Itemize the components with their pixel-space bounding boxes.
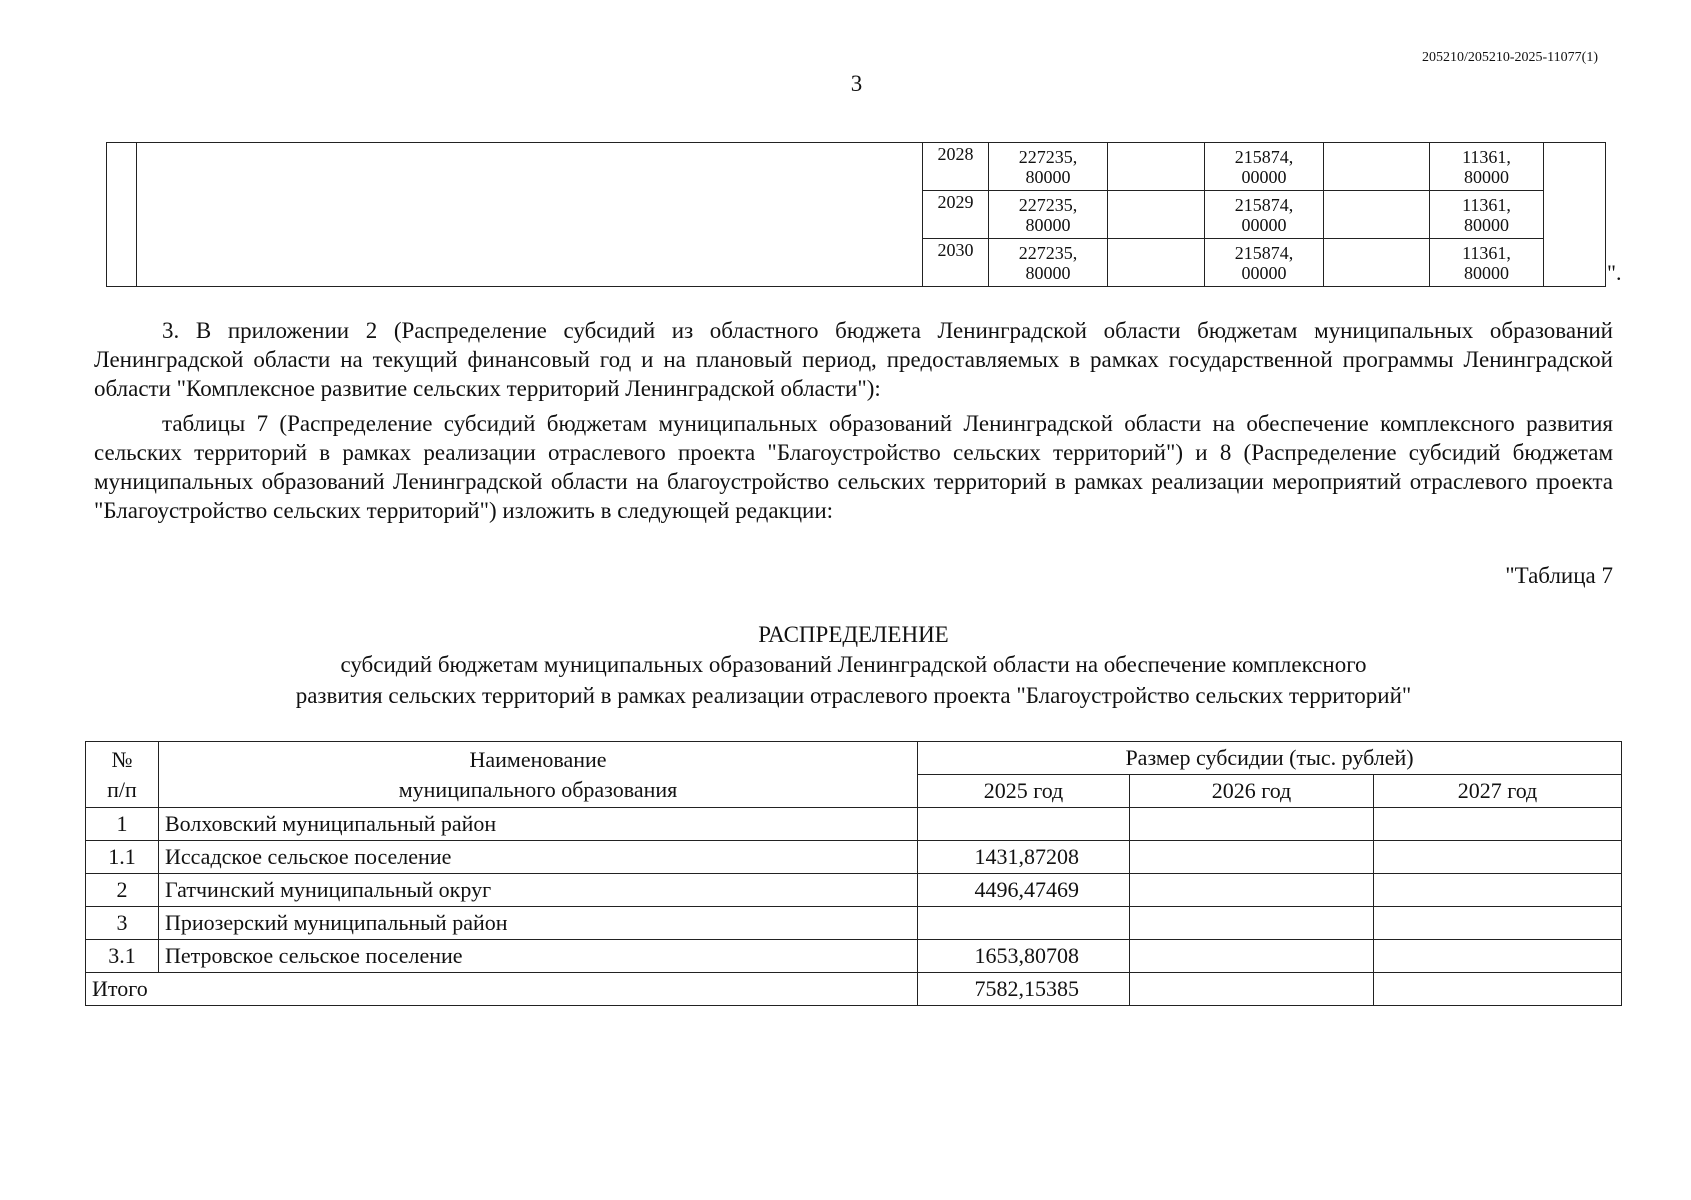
row-number: 2	[86, 874, 159, 907]
table-cell	[1544, 143, 1606, 287]
year-cell: 2030	[923, 239, 989, 287]
row-name: Иссадское сельское поселение	[159, 841, 918, 874]
table-row	[107, 143, 1606, 191]
value-cell	[989, 143, 1108, 191]
paragraph-tables	[94, 409, 1613, 525]
year-cell: 2028	[923, 143, 989, 191]
value-cell	[1205, 191, 1324, 239]
table-cell	[107, 143, 137, 287]
table-label: "Таблица 7	[1505, 563, 1613, 588]
table-subtitle-line1: субсидий бюджетам муниципальных образований Ленинградской области на обеспечение комплексного	[340, 652, 1367, 677]
value-part: 11361,	[1462, 194, 1511, 215]
table-cell	[1108, 143, 1205, 191]
value-2027	[1374, 940, 1622, 973]
row-number: 3	[86, 907, 159, 940]
table-cell	[1108, 191, 1205, 239]
page-number: 3	[850, 71, 863, 96]
value-2025	[918, 808, 1130, 841]
value-2027	[1374, 907, 1622, 940]
value-part: 80000	[1464, 166, 1509, 187]
header-num	[86, 742, 159, 808]
header-text: муниципального образования	[398, 776, 678, 802]
subsidy-table	[85, 741, 1622, 1006]
header-text: №	[111, 746, 133, 772]
table-row	[86, 940, 1622, 973]
value-part: 227235,	[1018, 194, 1078, 215]
value-2026	[1130, 874, 1374, 907]
table-row	[86, 907, 1622, 940]
header-2025: 2025 год	[918, 775, 1130, 808]
table-subtitle-line2: развития сельских территорий в рамках реализации отраслевого проекта "Благоустройство сельских территорий"	[295, 683, 1412, 708]
value-2026	[1130, 907, 1374, 940]
value-part: 215874,	[1234, 146, 1294, 167]
value-2025: 4496,47469	[918, 874, 1130, 907]
table-row	[86, 874, 1622, 907]
row-name: Волховский муниципальный район	[159, 808, 918, 841]
table-title: РАСПРЕДЕЛЕНИЕ	[758, 622, 949, 647]
value-part: 00000	[1241, 214, 1287, 235]
value-part: 11361,	[1462, 146, 1511, 167]
table-cell	[1108, 239, 1205, 287]
row-number: 1	[86, 808, 159, 841]
value-2025: 1653,80708	[918, 940, 1130, 973]
value-cell	[1205, 239, 1324, 287]
closing-quote: ".	[1607, 260, 1622, 285]
total-2027	[1374, 973, 1622, 1006]
value-2025: 1431,87208	[918, 841, 1130, 874]
value-part: 00000	[1241, 262, 1287, 283]
year-cell: 2029	[923, 191, 989, 239]
row-name: Приозерский муниципальный район	[159, 907, 918, 940]
paragraph-text: 3. В приложении 2 (Распределение субсидий из областного бюджета Ленинградской области бюджетам муниципальных образований Ленинградской области на текущий финансовый год и на плановый период, предоставляемых в рамках государственной программы Ленинградской области "Комплексное развитие сельских территорий Ленинградской области"):	[94, 318, 1613, 401]
header-name	[159, 742, 918, 808]
value-2026	[1130, 841, 1374, 874]
row-number: 1.1	[86, 841, 159, 874]
value-cell	[989, 239, 1108, 287]
value-part: 80000	[1025, 214, 1071, 235]
value-part: 80000	[1464, 214, 1509, 235]
value-cell	[1430, 239, 1544, 287]
total-row	[86, 973, 1622, 1006]
table-cell	[1324, 191, 1430, 239]
value-part: 80000	[1025, 166, 1071, 187]
table-cell	[1324, 239, 1430, 287]
row-name: Гатчинский муниципальный округ	[159, 874, 918, 907]
value-2027	[1374, 874, 1622, 907]
continuation-table	[106, 142, 1606, 287]
total-label: Итого	[86, 973, 918, 1006]
value-2026	[1130, 808, 1374, 841]
table-row	[86, 808, 1622, 841]
value-2025	[918, 907, 1130, 940]
table-cell	[1324, 143, 1430, 191]
value-part: 227235,	[1018, 242, 1078, 263]
total-2025: 7582,15385	[918, 973, 1130, 1006]
paragraph-text: таблицы 7 (Распределение субсидий бюджетам муниципальных образований Ленинградской области на обеспечение комплексного развития сельских территорий в рамках реализации отраслевого проекта "Благоустройство сельских территорий") и 8 (Распределение субсидий бюджетам муниципальных образований Ленинградской области на благоустройство сельских территорий в рамках реализации мероприятий отраслевого проекта "Благоустройство сельских территорий") изложить в следующей редакции:	[94, 411, 1613, 523]
value-part: 215874,	[1234, 242, 1294, 263]
table-cell	[137, 143, 923, 287]
value-2027	[1374, 841, 1622, 874]
value-cell	[1205, 143, 1324, 191]
value-cell	[1430, 191, 1544, 239]
value-cell	[1430, 143, 1544, 191]
value-part: 11361,	[1462, 242, 1511, 263]
row-number: 3.1	[86, 940, 159, 973]
value-part: 227235,	[1018, 146, 1078, 167]
header-row	[86, 742, 1622, 775]
row-name: Петровское сельское поселение	[159, 940, 918, 973]
value-part: 80000	[1464, 262, 1509, 283]
table-row	[86, 841, 1622, 874]
header-2026: 2026 год	[1130, 775, 1374, 808]
total-2026	[1130, 973, 1374, 1006]
header-2027: 2027 год	[1374, 775, 1622, 808]
value-part: 00000	[1241, 166, 1287, 187]
paragraph-item-3	[94, 316, 1613, 403]
value-part: 215874,	[1234, 194, 1294, 215]
document-id: 205210/205210-2025-11077(1)	[1421, 50, 1598, 65]
value-part: 80000	[1025, 262, 1071, 283]
value-cell	[989, 191, 1108, 239]
header-text: п/п	[107, 776, 137, 802]
value-2027	[1374, 808, 1622, 841]
header-text: Наименование	[469, 746, 607, 772]
header-subsidy: Размер субсидии (тыс. рублей)	[918, 742, 1622, 775]
value-2026	[1130, 940, 1374, 973]
